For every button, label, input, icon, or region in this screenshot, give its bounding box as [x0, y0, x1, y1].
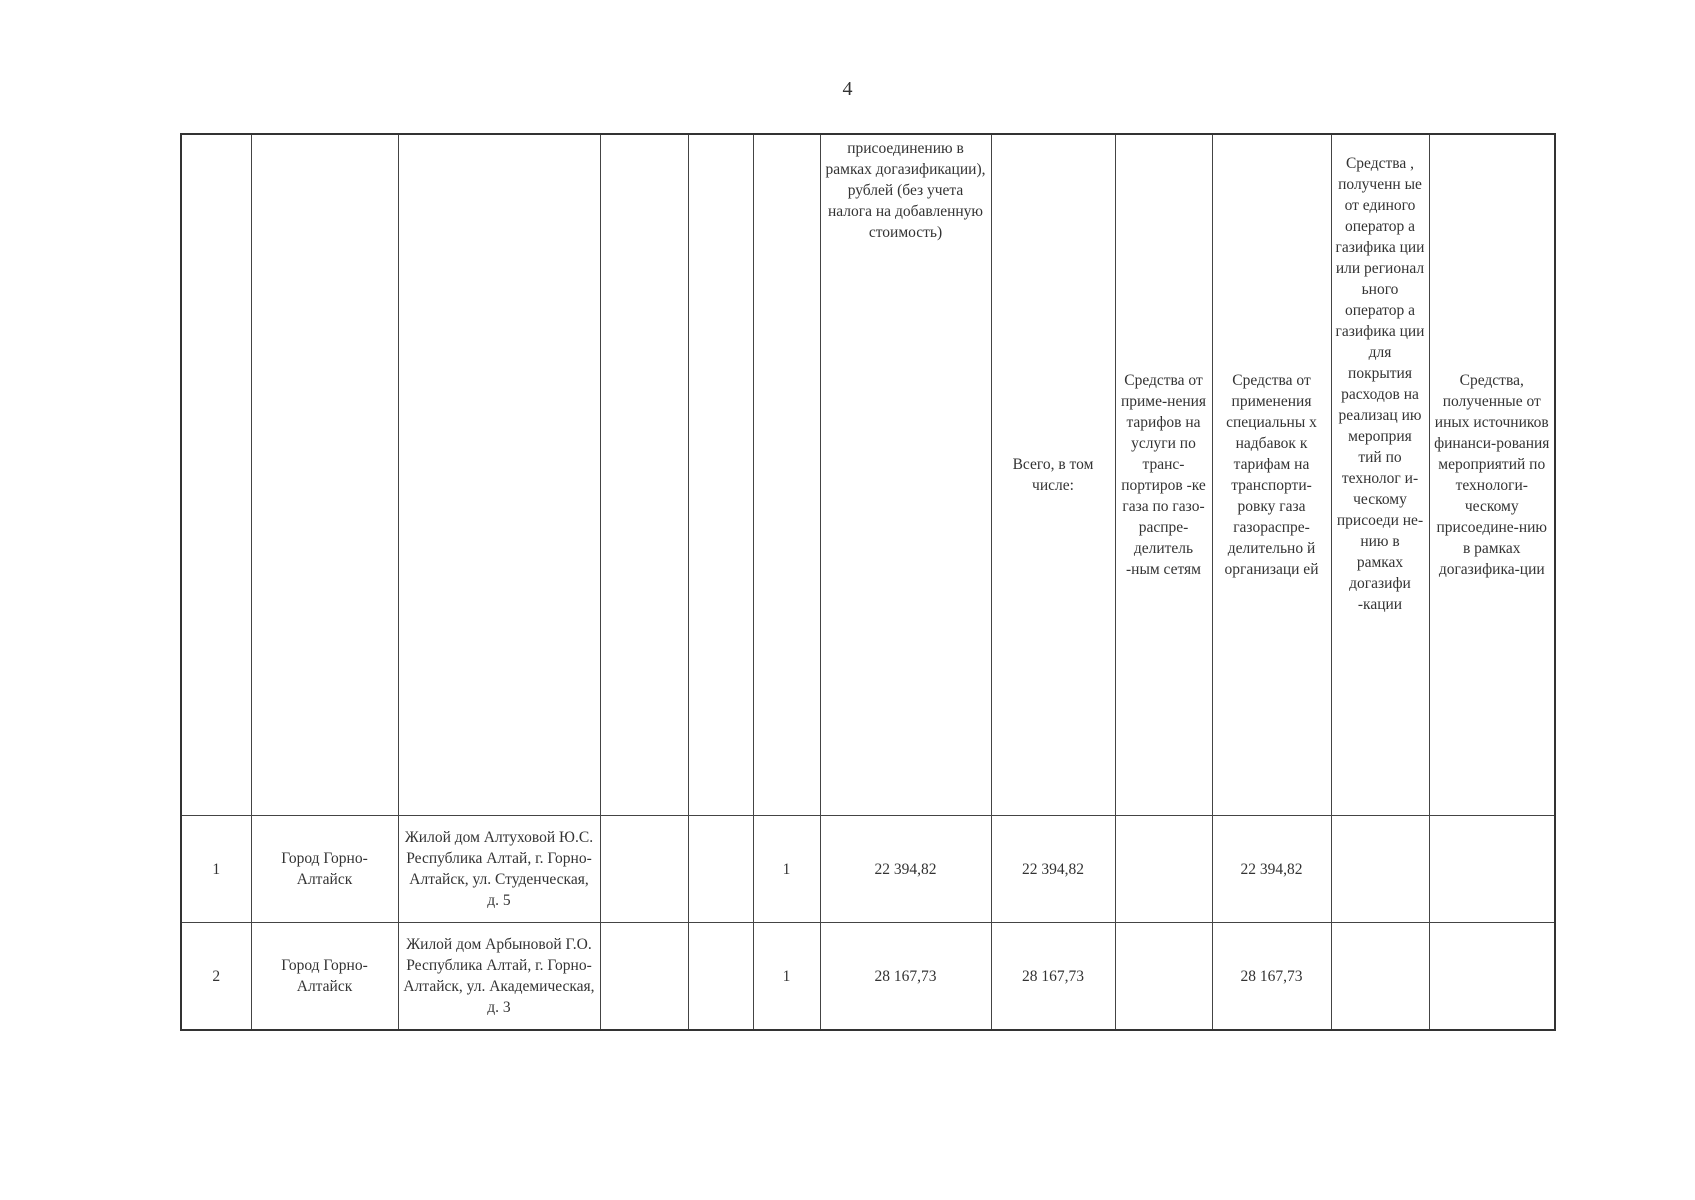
- funding-table: [180, 133, 1556, 1031]
- table-row: [181, 923, 1555, 1031]
- row-count: 1: [753, 816, 820, 923]
- header-cell-surcharge: Средства от применения специальны х надбавок к тарифам на транспорти-ровку газа газораспре-делительно й организаци ей: [1212, 134, 1331, 816]
- row-object: Жилой дом Алтуховой Ю.С. Республика Алтай, г. Горно-Алтайск, ул. Студенческая, д. 5: [398, 816, 600, 923]
- row-surcharge: 22 394,82: [1212, 816, 1331, 923]
- row-price: 28 167,73: [820, 923, 991, 1031]
- header-cell-num: [181, 134, 251, 816]
- page-number: 4: [842, 78, 853, 100]
- row-empty-1: [600, 923, 688, 1031]
- row-municipality: Город Горно-Алтайск: [251, 816, 398, 923]
- row-tariff: [1115, 816, 1212, 923]
- header-cell-count: [753, 134, 820, 816]
- row-total: 22 394,82: [991, 816, 1115, 923]
- row-empty-2: [688, 923, 753, 1031]
- header-cell-municipality: [251, 134, 398, 816]
- row-count: 1: [753, 923, 820, 1031]
- row-surcharge: 28 167,73: [1212, 923, 1331, 1031]
- row-total: 28 167,73: [991, 923, 1115, 1031]
- row-tariff: [1115, 923, 1212, 1031]
- row-empty-2: [688, 816, 753, 923]
- table-row: [181, 816, 1555, 923]
- row-operator: [1331, 923, 1429, 1031]
- header-cell-operator: Средства , полученн ые от единого оператор а газифика ции или регионал ьного оператор а газифика ции для покрытия расходов на реализац ию мероприя тий по технолог и-ческому присоеди не-нию в рамках догазифи -кации: [1331, 134, 1429, 816]
- header-cell-tariff: Средства от приме-нения тарифов на услуги по транс-портиров -ке газа по газо-распре-делитель -ным сетям: [1115, 134, 1212, 816]
- row-empty-1: [600, 816, 688, 923]
- header-cell-total: Всего, в том числе:: [991, 134, 1115, 816]
- row-operator: [1331, 816, 1429, 923]
- row-price: 22 394,82: [820, 816, 991, 923]
- header-cell-empty-1: [600, 134, 688, 816]
- header-cell-object: [398, 134, 600, 816]
- table-header-row: [181, 134, 1555, 816]
- row-number: 1: [181, 816, 251, 923]
- row-number: 2: [181, 923, 251, 1031]
- row-other: [1429, 923, 1555, 1031]
- header-cell-price: присоединению в рамках догазификации), рублей (без учета налога на добавленную стоимость): [820, 134, 991, 816]
- header-cell-empty-2: [688, 134, 753, 816]
- row-municipality: Город Горно-Алтайск: [251, 923, 398, 1031]
- row-object: Жилой дом Арбыновой Г.О. Республика Алтай, г. Горно-Алтайск, ул. Академическая, д. 3: [398, 923, 600, 1031]
- header-cell-other: Средства, полученные от иных источников финанси-рования мероприятий по технологи-ческому присоедине-нию в рамках догазифика-ции: [1429, 134, 1555, 816]
- row-other: [1429, 816, 1555, 923]
